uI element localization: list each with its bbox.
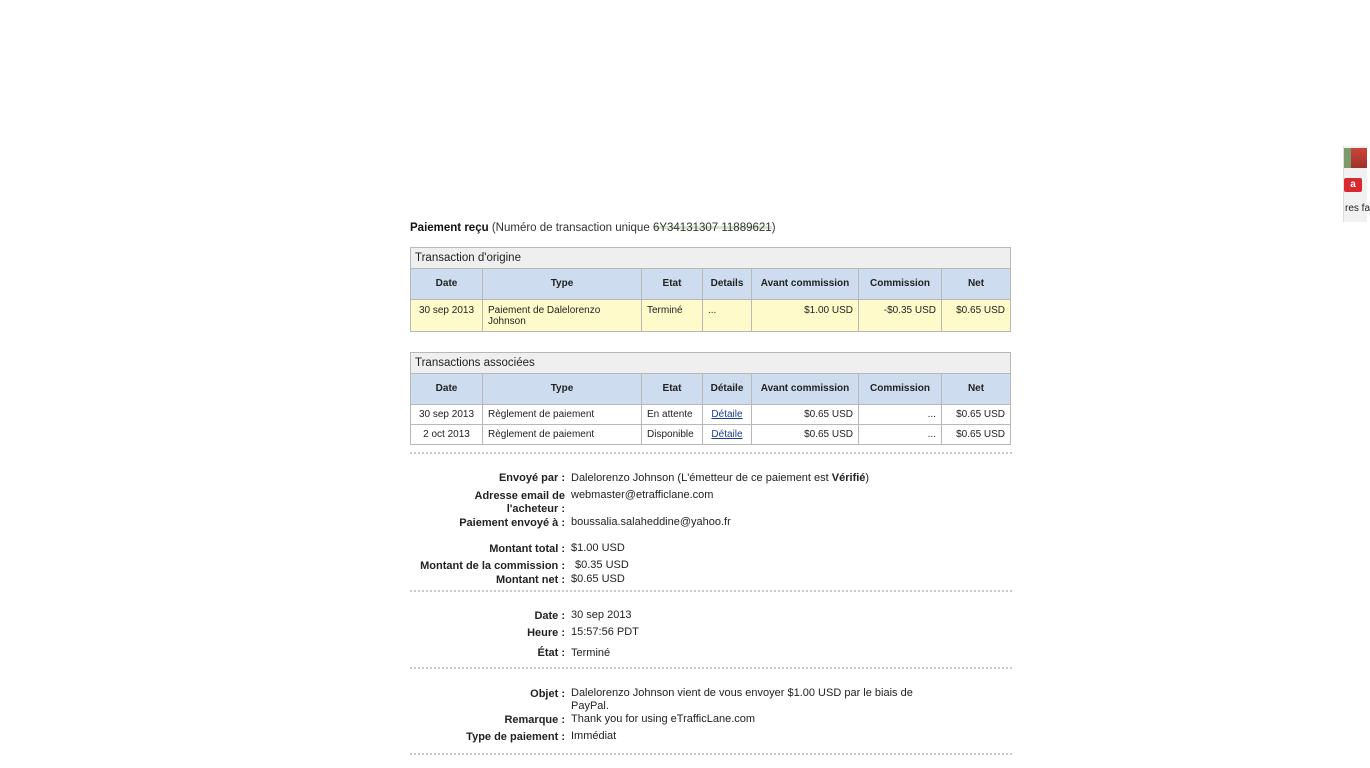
cell-avant-commission: $1.00 USD [752, 300, 859, 332]
envoye-a-label: Paiement envoyé à : [459, 517, 565, 529]
montant-total-label: Montant total : [489, 543, 565, 555]
sender-verified-status: Vérifié [831, 472, 866, 484]
column-header: Date [411, 374, 483, 405]
remarque-value: Thank you for using eTrafficLane.com [571, 713, 756, 725]
column-header: Type [483, 374, 642, 405]
cell-net: $0.65 USD [942, 425, 1011, 445]
objet-line-2: PayPal. [571, 700, 609, 712]
payment-details [410, 219, 1010, 755]
cell-net: $0.65 USD [942, 405, 1011, 425]
montant-total-value: $1.00 USD [571, 542, 625, 554]
cell-net: $0.65 USD [942, 300, 1011, 332]
sender-section [410, 454, 1010, 534]
envoye-a-value: boussalia.salaheddine@yahoo.fr [571, 516, 731, 528]
thumbnail-image[interactable] [1344, 148, 1367, 168]
transaction-id: 6Y34131307 11889621 [652, 222, 772, 234]
objet-label: Objet : [530, 688, 565, 700]
type-paiement-label: Type de paiement : [466, 731, 565, 743]
cell-date: 30 sep 2013 [411, 300, 483, 332]
app-badge-icon[interactable]: a [1344, 178, 1362, 192]
page-title: Paiement reçu [410, 222, 489, 234]
cell-etat: En attente [642, 405, 703, 425]
montant-net-value: $0.65 USD [571, 573, 625, 585]
column-header: Détaile [703, 374, 752, 405]
montant-commission-label: Montant de la commission : [420, 560, 565, 572]
cell-type: Règlement de paiement [483, 425, 642, 445]
table-row [411, 425, 1011, 445]
transaction-id-suffix: ) [771, 222, 776, 234]
table-caption: Transaction d'origine [411, 248, 1011, 269]
detail-link[interactable]: Détaile [711, 409, 743, 420]
montant-commission-value: $0.35 USD [575, 559, 629, 571]
cell-commission: -$0.35 USD [859, 300, 942, 332]
email-label [410, 490, 565, 516]
email-label-line-1: Adresse email de [474, 490, 565, 502]
column-header: Commission [859, 374, 942, 405]
side-panel [1343, 146, 1370, 222]
divider [410, 753, 1012, 755]
column-header: Etat [642, 374, 703, 405]
table-caption: Transactions associées [411, 353, 1011, 374]
cell-detail [703, 405, 752, 425]
cell-detail [703, 425, 752, 445]
date-label: Date : [534, 610, 565, 622]
column-header: Net [942, 269, 1011, 300]
column-header: Etat [642, 269, 703, 300]
sender-note-suffix: ) [865, 472, 870, 484]
cell-commission: ... [859, 425, 942, 445]
cell-etat: Terminé [642, 300, 703, 332]
cell-avant-commission: $0.65 USD [752, 405, 859, 425]
heure-value: 15:57:56 PDT [571, 626, 639, 638]
cell-avant-commission: $0.65 USD [752, 425, 859, 445]
type-paiement-value: Immédiat [571, 730, 617, 742]
detail-link[interactable]: Détaile [711, 429, 743, 440]
email-value: webmaster@etrafficlane.com [571, 489, 714, 501]
cell-date: 30 sep 2013 [411, 405, 483, 425]
column-header: Net [942, 374, 1011, 405]
cell-date: 2 oct 2013 [411, 425, 483, 445]
etat-value: Terminé [571, 647, 611, 659]
remarque-label: Remarque : [504, 714, 565, 726]
column-header: Date [411, 269, 483, 300]
transaction-id-prefix: (Numéro de transaction unique [491, 222, 650, 234]
cell-details: ... [703, 300, 752, 332]
date-section [410, 592, 1010, 667]
date-value: 30 sep 2013 [571, 609, 632, 621]
cell-commission: ... [859, 405, 942, 425]
cell-type: Règlement de paiement [483, 405, 642, 425]
details-section [410, 669, 1010, 753]
cell-etat: Disponible [642, 425, 703, 445]
amounts-section [410, 534, 1010, 590]
column-header: Type [483, 269, 642, 300]
column-header: Avant commission [752, 269, 859, 300]
table-row [411, 405, 1011, 425]
column-header: Commission [859, 269, 942, 300]
column-header: Avant commission [752, 374, 859, 405]
related-transactions-table [410, 352, 1011, 445]
envoye-par-label: Envoyé par : [498, 472, 565, 484]
heure-label: Heure : [527, 627, 565, 639]
sender-name: Dalelorenzo Johnson [571, 472, 675, 484]
cell-type: Paiement de Dalelorenzo Johnson [483, 300, 642, 332]
table-row [411, 300, 1011, 332]
email-label-line-2: l'acheteur : [506, 503, 565, 515]
envoye-par-value [571, 472, 869, 485]
sender-note-prefix: (L'émetteur de ce paiement est [677, 472, 829, 484]
column-header: Details [703, 269, 752, 300]
montant-net-label: Montant net : [495, 574, 565, 586]
side-panel-text[interactable]: res fa [1345, 203, 1370, 214]
origin-transaction-table [410, 247, 1011, 332]
objet-value [571, 687, 913, 713]
objet-line-1: Dalelorenzo Johnson vient de vous envoyer $1.00 USD par le biais de [571, 687, 913, 699]
etat-label: État : [537, 647, 565, 659]
page-heading [410, 219, 1010, 237]
